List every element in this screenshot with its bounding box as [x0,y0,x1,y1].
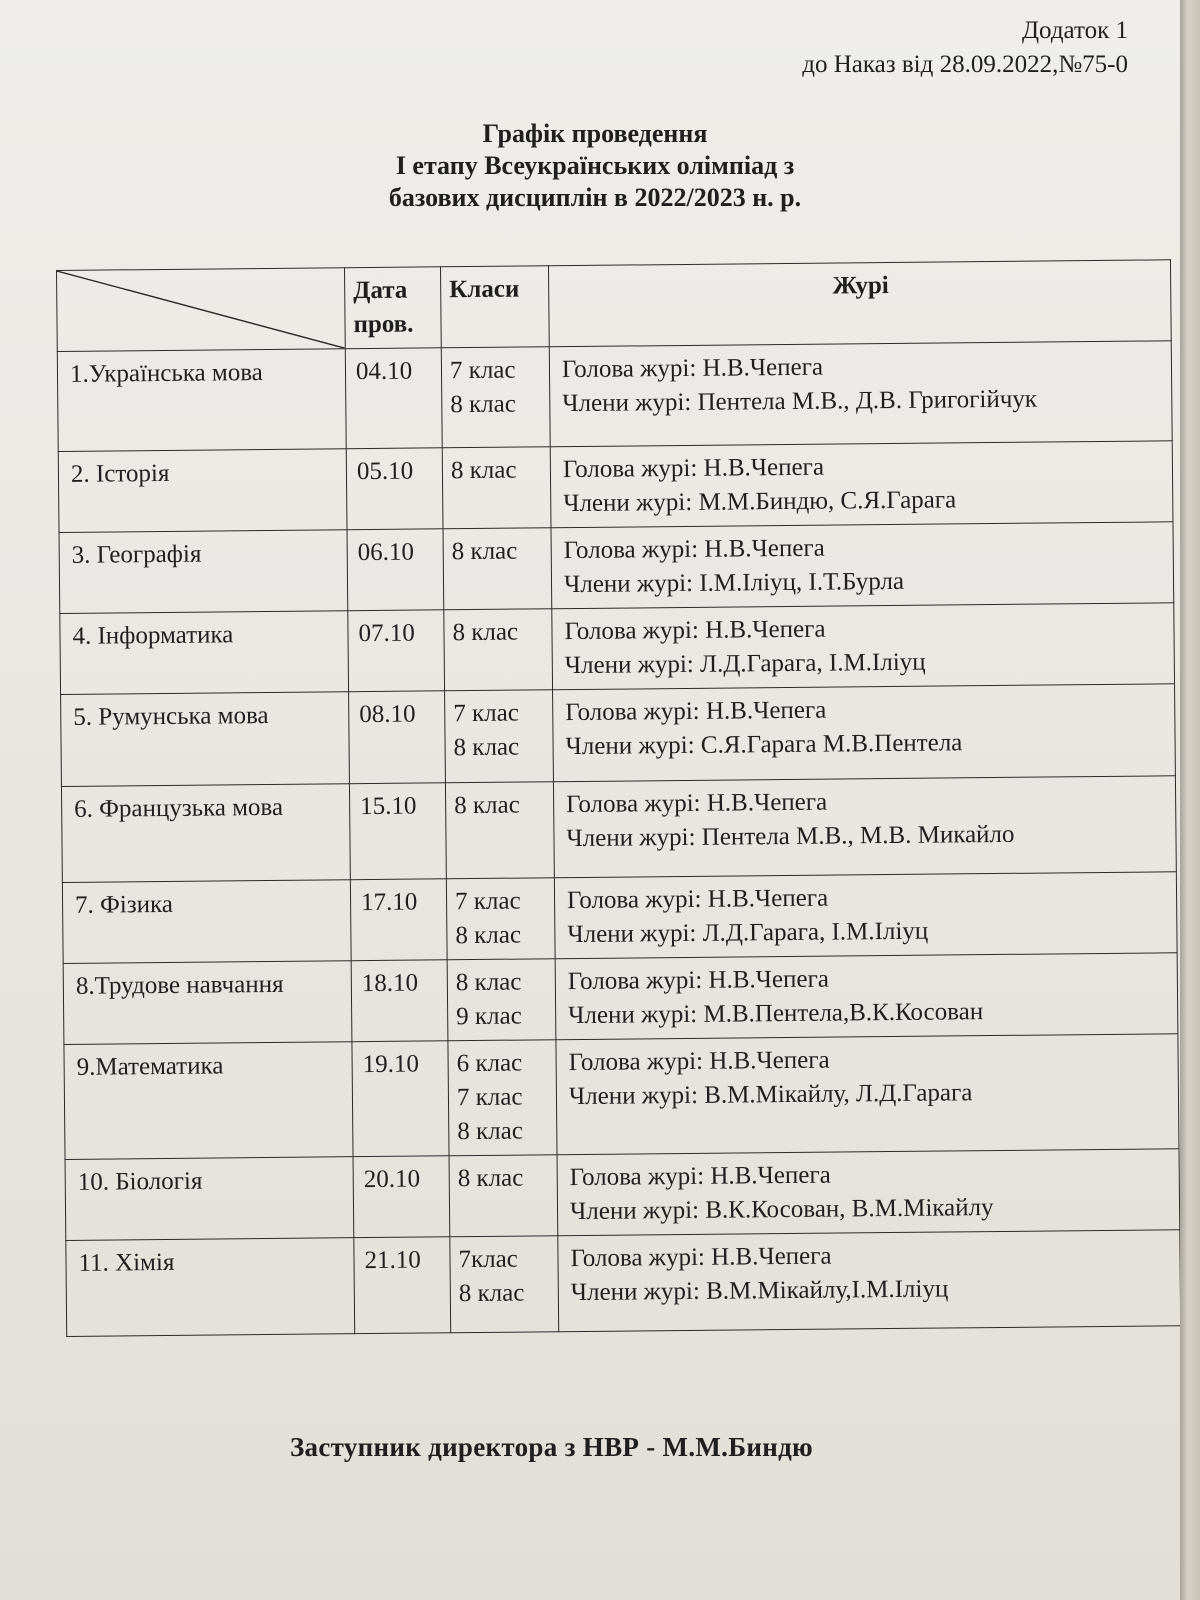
class-label: 8 клас [452,618,519,647]
date-cell: 21.10 [354,1237,451,1334]
header-row [57,260,1172,352]
classes-cell [446,878,555,960]
date-cell: 06.10 [347,529,444,611]
document-title [200,118,990,214]
class-label: 8 клас [451,537,518,566]
subject-cell: 7. Фізика [62,880,351,964]
table-row [59,522,1174,614]
jury-members: Члени журі: Пентела М.В., М.В. Микайло [566,820,1015,853]
date-cell: 19.10 [352,1041,449,1157]
jury-head: Голова журі: Н.В.Чепега [567,965,830,996]
paper-edge-shadow [1180,0,1200,1600]
jury-head: Голова журі: Н.В.Чепега [569,1161,831,1192]
subject-cell: 1.Українська мова [57,349,346,452]
jury-members: Члени журі: С.Я.Гарага М.В.Пентела [565,729,963,761]
jury-cell [550,441,1173,528]
date-cell: 20.10 [353,1156,450,1238]
classes-cell [441,347,550,448]
table-row [58,441,1173,533]
date-cell: 18.10 [351,960,448,1042]
jury-cell [553,684,1176,782]
date-cell: 07.10 [348,610,445,692]
jury-head: Голова журі: Н.В.Чепега [565,696,827,727]
jury-cell [552,603,1175,690]
table-row [64,1034,1179,1160]
subject-cell: 11. Хімія [66,1238,355,1337]
jury-members: Члени журі: М.В.Пентела,В.К.Косован [568,998,984,1030]
jury-head: Голова журі: Н.В.Чепега [562,453,825,484]
jury-head: Голова журі: Н.В.Чепега [564,615,826,646]
jury-members: Члени журі: Л.Д.Гарага, І.М.Іліуц [567,917,929,949]
date-cell: 04.10 [345,348,442,449]
table-row [61,684,1176,787]
jury-members: Члени журі: В.М.Мікайлу,І.М.Іліуц [570,1275,949,1307]
title-line-1: Графік проведення [482,119,708,148]
jury-cell [556,1034,1179,1155]
jury-members: Члени журі: Пентела М.В., Д.В. Григогійчук [562,385,1038,418]
table-row [60,603,1175,695]
jury-members: Члени журі: І.М.Іліуц, І.Т.Бурла [563,567,905,599]
jury-cell [551,522,1174,609]
jury-cell [553,776,1176,878]
subject-cell: 2. Історія [58,449,347,533]
jury-cell [555,953,1178,1040]
jury-head: Голова журі: Н.В.Чепега [570,1242,832,1273]
classes-cell [445,690,554,783]
table-row [57,341,1172,452]
subject-cell: 8.Трудове навчання [63,961,352,1045]
class-label: 8 клас [454,791,520,820]
jury-members: Члени журі: Л.Д.Гарага, І.М.Іліуц [564,648,926,680]
class-label: 8 клас [453,733,520,762]
classes-cell [443,528,552,610]
header-classes: Класи [440,266,549,348]
schedule-body [57,341,1180,1337]
class-label: 8 клас [450,456,517,485]
diagonal-line-icon [57,268,345,351]
annex-reference [802,14,1128,82]
jury-cell [554,872,1177,959]
title-line-2: І етапу Всеукраїнських олімпіад з [395,151,795,180]
date-cell: 17.10 [350,879,447,961]
jury-head: Голова журі: Н.В.Чепега [561,353,824,384]
table-row [63,953,1178,1045]
jury-cell [549,341,1172,447]
header-date: Дата пров. [344,267,441,349]
classes-cell [449,1155,558,1237]
class-label: 8 клас [455,968,522,997]
subject-cell: 5. Румунська мова [61,692,350,787]
table-row [66,1230,1181,1337]
signature-line: Заступник директора з НВР - М.М.Биндю [290,1432,813,1462]
class-label: 7 клас [456,1083,523,1112]
classes-cell [442,447,551,529]
olympiad-schedule-table [56,259,1181,1337]
classes-cell [445,782,554,879]
table-row [65,1149,1180,1241]
title-line-3: базових дисциплін в 2022/2023 н. р. [388,183,802,212]
date-cell: 15.10 [349,783,446,880]
annex-number: Додаток 1 [1022,17,1128,44]
class-label: 9 клас [456,1002,522,1031]
class-label: 8 клас [450,390,517,419]
classes-cell [447,959,556,1041]
class-label: 7 клас [449,356,516,385]
class-label: 8 клас [457,1164,524,1193]
subject-cell: 6. Французька мова [61,784,350,883]
header-diagonal-cell [57,268,346,352]
date-cell: 08.10 [349,691,446,784]
jury-cell [557,1149,1180,1236]
date-cell: 05.10 [346,448,443,530]
jury-members: Члени журі: В.К.Косован, В.М.Мікайлу [569,1194,994,1226]
header-jury: Журі [548,260,1171,347]
class-label: 8 клас [457,1117,523,1146]
class-label: 7 клас [453,699,519,728]
table-row [61,776,1176,883]
classes-cell [444,609,553,691]
jury-head: Голова журі: Н.В.Чепега [566,884,829,915]
jury-head: Голова журі: Н.В.Чепега [566,788,828,819]
class-label: 7 клас [454,887,521,916]
jury-members: Члени журі: М.М.Биндю, С.Я.Гарага [563,486,957,518]
jury-members: Члени журі: В.М.Мікайлу, Л.Д.Гарага [568,1079,973,1111]
jury-cell [558,1230,1181,1332]
jury-head: Голова журі: Н.В.Чепега [568,1046,830,1077]
subject-cell: 4. Інформатика [60,611,349,695]
classes-cell [450,1236,559,1333]
table-row [62,872,1177,964]
subject-cell: 10. Біологія [65,1157,354,1241]
class-label: 7клас [458,1245,518,1274]
annex-order-reference: до Наказ від 28.09.2022,№75-0 [802,51,1128,78]
jury-head: Голова журі: Н.В.Чепега [563,534,825,565]
class-label: 8 клас [455,921,522,950]
class-label: 6 клас [456,1049,523,1078]
subject-cell: 3. Географія [59,530,348,614]
classes-cell [448,1040,557,1156]
class-label: 8 клас [458,1279,525,1308]
subject-cell: 9.Математика [64,1042,353,1160]
